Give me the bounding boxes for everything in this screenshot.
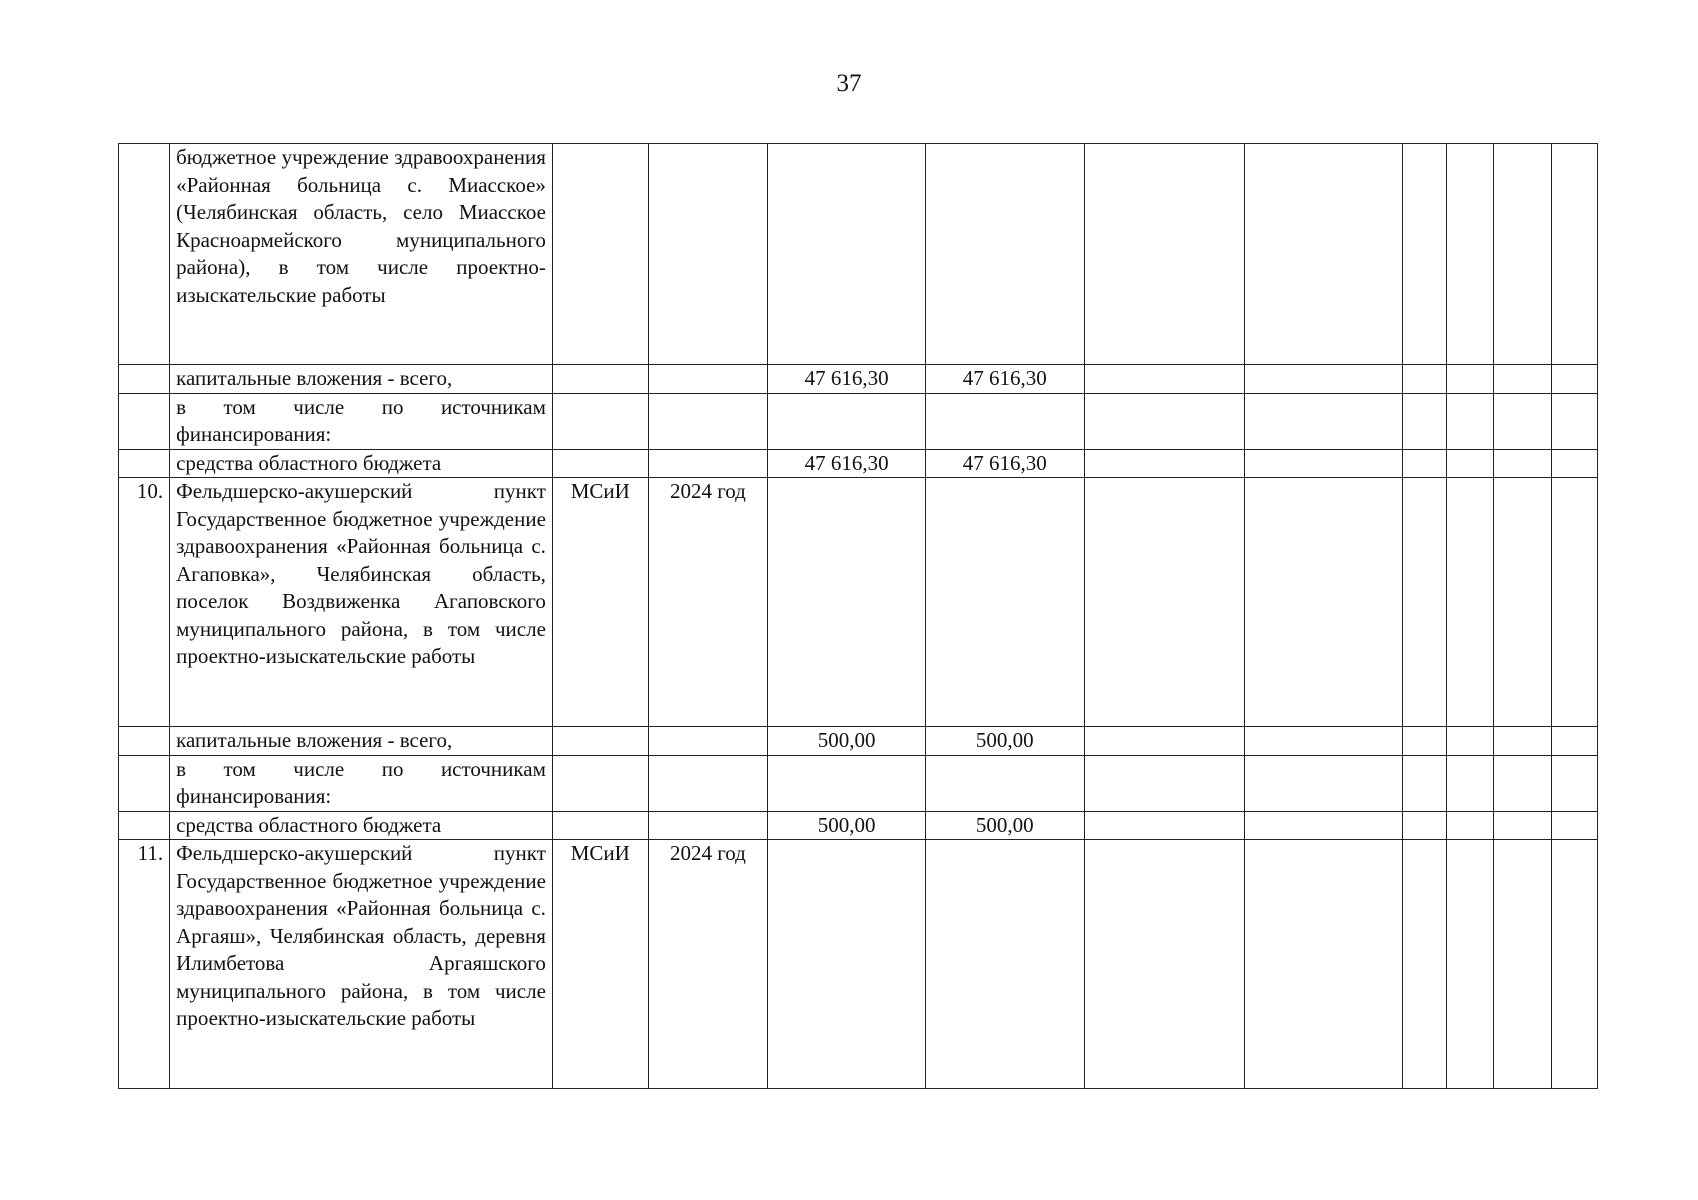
empty-cell	[1403, 811, 1447, 840]
empty-cell	[1084, 840, 1244, 1089]
empty-cell	[1493, 755, 1552, 811]
empty-cell	[552, 449, 648, 478]
value-cell	[768, 478, 926, 727]
funding-label: капитальные вложения - всего,	[170, 365, 553, 394]
empty-cell	[648, 449, 768, 478]
table-row	[119, 365, 1598, 394]
empty-cell	[1403, 449, 1447, 478]
empty-cell	[1552, 365, 1598, 394]
funding-label: средства областного бюджета	[170, 449, 553, 478]
value-cell: 500,00	[925, 811, 1084, 840]
empty-cell	[1552, 144, 1598, 365]
value-cell: 47 616,30	[925, 365, 1084, 394]
empty-cell	[1244, 755, 1403, 811]
empty-cell	[1084, 727, 1244, 756]
empty-cell	[1446, 755, 1493, 811]
empty-cell	[1493, 144, 1552, 365]
empty-cell	[1552, 840, 1598, 1089]
value-cell: 47 616,30	[768, 365, 926, 394]
row-number	[119, 449, 170, 478]
value-cell	[925, 840, 1084, 1089]
empty-cell	[552, 811, 648, 840]
empty-cell	[1244, 727, 1403, 756]
table-row	[119, 755, 1598, 811]
value-cell	[768, 840, 926, 1089]
empty-cell	[648, 393, 768, 449]
empty-cell	[1552, 727, 1598, 756]
row-number	[119, 755, 170, 811]
value-cell	[768, 755, 926, 811]
table-row	[119, 811, 1598, 840]
table-row	[119, 478, 1598, 727]
empty-cell	[1403, 840, 1447, 1089]
empty-cell	[648, 727, 768, 756]
empty-cell	[1552, 755, 1598, 811]
empty-cell	[1403, 755, 1447, 811]
empty-cell	[648, 365, 768, 394]
value-cell	[925, 755, 1084, 811]
empty-cell	[1552, 393, 1598, 449]
row-number: 11.	[119, 840, 170, 1089]
empty-cell	[552, 755, 648, 811]
empty-cell	[1244, 365, 1403, 394]
table-row	[119, 393, 1598, 449]
empty-cell	[552, 727, 648, 756]
row-number: 10.	[119, 478, 170, 727]
customer-cell: МСиИ	[552, 840, 648, 1089]
value-cell: 500,00	[768, 727, 926, 756]
customer-cell: МСиИ	[552, 478, 648, 727]
funding-label: в том числе по источникам финансирования:	[170, 393, 553, 449]
object-name: бюджетное учреждение здравоохранения «Районная больница с. Миасское» (Челябинская область, село Миасское Красноармейского муниципального района), в том числе проектно-изыскательские работы	[170, 144, 553, 365]
empty-cell	[1493, 449, 1552, 478]
empty-cell	[1403, 365, 1447, 394]
funding-label: капитальные вложения - всего,	[170, 727, 553, 756]
row-number	[119, 144, 170, 365]
empty-cell	[1244, 478, 1403, 727]
object-name: Фельдшерско-акушерский пункт Государственное бюджетное учреждение здравоохранения «Районная больница с. Агаповка», Челябинская область, поселок Воздвиженка Агаповского муниципального района, в том числе проектно-изыскательские работы	[170, 478, 553, 727]
value-cell: 47 616,30	[925, 449, 1084, 478]
empty-cell	[1493, 811, 1552, 840]
funding-label: средства областного бюджета	[170, 811, 553, 840]
empty-cell	[1446, 811, 1493, 840]
customer-cell	[552, 144, 648, 365]
empty-cell	[1493, 393, 1552, 449]
row-number	[119, 393, 170, 449]
period-cell	[648, 144, 768, 365]
empty-cell	[1244, 840, 1403, 1089]
empty-cell	[1493, 365, 1552, 394]
funding-label: в том числе по источникам финансирования:	[170, 755, 553, 811]
empty-cell	[1552, 449, 1598, 478]
table-row	[119, 840, 1598, 1089]
value-cell	[768, 393, 926, 449]
value-cell: 500,00	[768, 811, 926, 840]
object-name: Фельдшерско-акушерский пункт Государственное бюджетное учреждение здравоохранения «Районная больница с. Аргаяш», Челябинская область, деревня Илимбетова Аргаяшского муниципального района, в том числе проектно-изыскательские работы	[170, 840, 553, 1089]
empty-cell	[1084, 811, 1244, 840]
empty-cell	[1084, 393, 1244, 449]
value-cell	[925, 478, 1084, 727]
empty-cell	[1446, 478, 1493, 727]
empty-cell	[1244, 393, 1403, 449]
empty-cell	[1244, 144, 1403, 365]
empty-cell	[1244, 811, 1403, 840]
value-cell	[768, 144, 926, 365]
value-cell: 500,00	[925, 727, 1084, 756]
empty-cell	[1403, 393, 1447, 449]
empty-cell	[1403, 144, 1447, 365]
row-number	[119, 727, 170, 756]
empty-cell	[1446, 449, 1493, 478]
empty-cell	[1403, 478, 1447, 727]
empty-cell	[1493, 727, 1552, 756]
empty-cell	[1446, 144, 1493, 365]
empty-cell	[1446, 727, 1493, 756]
empty-cell	[1244, 449, 1403, 478]
empty-cell	[1446, 393, 1493, 449]
empty-cell	[648, 755, 768, 811]
table-row	[119, 727, 1598, 756]
value-cell: 47 616,30	[768, 449, 926, 478]
row-number	[119, 811, 170, 840]
value-cell	[925, 144, 1084, 365]
empty-cell	[1084, 478, 1244, 727]
empty-cell	[1446, 365, 1493, 394]
empty-cell	[1493, 840, 1552, 1089]
empty-cell	[552, 393, 648, 449]
value-cell	[925, 393, 1084, 449]
investment-table	[118, 143, 1598, 1089]
empty-cell	[1552, 478, 1598, 727]
period-cell: 2024 год	[648, 478, 768, 727]
empty-cell	[1493, 478, 1552, 727]
empty-cell	[1084, 449, 1244, 478]
empty-cell	[1403, 727, 1447, 756]
empty-cell	[1084, 755, 1244, 811]
empty-cell	[1552, 811, 1598, 840]
empty-cell	[1084, 365, 1244, 394]
table-row	[119, 144, 1598, 365]
empty-cell	[1446, 840, 1493, 1089]
empty-cell	[1084, 144, 1244, 365]
period-cell: 2024 год	[648, 840, 768, 1089]
empty-cell	[552, 365, 648, 394]
row-number	[119, 365, 170, 394]
page-number: 37	[836, 70, 862, 97]
empty-cell	[648, 811, 768, 840]
table-row	[119, 449, 1598, 478]
